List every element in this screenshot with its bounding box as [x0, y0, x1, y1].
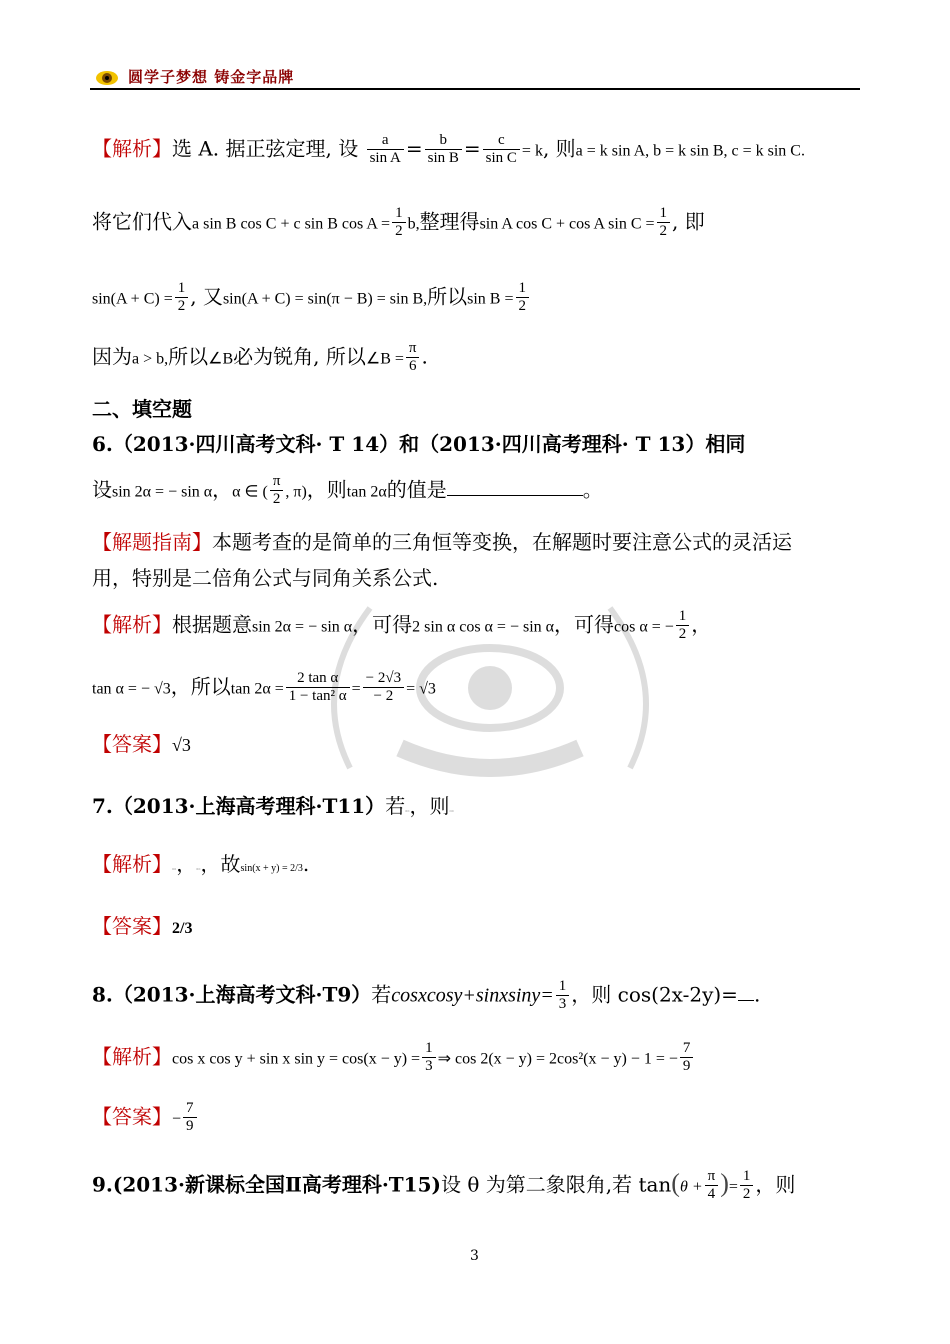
fraction: $\frac{\text{2 tan α}}{\text{1 − tan² α}}$ — [286, 670, 350, 706]
image-formula-placeholder: ▫▫ — [172, 867, 177, 873]
answer-tag: 【答案】 — [92, 732, 172, 756]
q6-title: 6.（2013·四川高考文科· T 14）和（2013·四川高考理科· T 13）相同 — [92, 432, 746, 456]
analysis-tag: 【解析】 — [92, 1044, 172, 1069]
analysis-tag: 【解析】 — [92, 136, 172, 161]
q6-answer — [92, 728, 191, 757]
q8-question: 8.（2013·上海高考文科·T9）若cosxcosy+sinxsiny= $\frac{1}{3}$ ，则 cos(2x-2y)= . — [92, 978, 761, 1013]
p5-intro: 选 A. 据正弦定理, 设 — [172, 136, 359, 161]
q6-guide-line2: 用，特别是二倍角公式与同角关系公式. — [92, 566, 439, 590]
fraction: $\frac{1}{3}$ — [422, 1040, 436, 1076]
answer-value: √3 — [172, 735, 191, 755]
analysis-tag: 【解析】 — [92, 612, 172, 637]
fraction: $\frac{b}{\text{sin B}}$ — [425, 132, 462, 168]
section-heading: 二、填空题 — [92, 397, 192, 421]
fraction: $\frac{1}{2}$ — [175, 280, 189, 316]
q8-title: 8.（2013·上海高考文科·T9） — [92, 982, 372, 1007]
q6-question: 设sin 2α = − sin α，α ∈ ( $\frac{\pi}{2}$ , π)，则tan 2α的值是 。 — [92, 473, 603, 508]
q8-analysis: 【解析】cos x cos y + sin x sin y = cos(x − y) = $\frac{1}{3}$ ⇒ cos 2(x − y) = 2cos²(x − y) − 1 = − $\frac{7}{9}$ — [92, 1040, 695, 1076]
header-slogan: 圆学子梦想 铸金字品牌 — [128, 68, 295, 86]
fraction: $\frac{- 2√3}{- 2}$ — [363, 670, 404, 706]
answer-value: 2/3 — [172, 920, 193, 937]
p5-line2: 将它们代入a sin B cos C + c sin B cos A = $\frac{1}{2}$ b,整理得sin A cos C + cos A sin C = $\frac{1}{2}$ , 即 — [92, 205, 705, 240]
q6-analysis-line1: 【解析】根据题意sin 2α = − sin α，可得2 sin α cos α = − sin α，可得cos α = − $\frac{1}{2}$ ， — [92, 608, 712, 643]
image-formula-placeholder: ▫▫ — [196, 867, 201, 873]
p5-line4: 因为a > b,所以∠B必为锐角, 所以∠B = $\frac{\pi}{6}$ . — [92, 340, 428, 375]
fraction: $\frac{1}{2}$ — [676, 608, 690, 644]
p5-line3: sin(A + C) = $\frac{1}{2}$ , 又sin(A + C) = sin(π − B) = sin B,所以sin B = $\frac{1}{2}$ — [92, 280, 531, 316]
fraction: $\frac{1}{2}$ — [740, 1168, 754, 1204]
q7-analysis: 【解析】▫▫，▫▫，故sin(x + y) = 2/3. — [92, 852, 310, 876]
p5-line1: 【解析】选 A. 据正弦定理, 设 $\frac{a}{\text{sin A}}$ = $\frac{b}{\text{sin B}}$ = $\frac{c}{\text{sin C}}$ = k, 则a = k sin A, b = k sin B, c = k sin C. — [92, 132, 805, 167]
fraction: $\frac{\pi}{6}$ — [406, 340, 420, 376]
answer-value: $\frac{7}{9}$ — [183, 1100, 197, 1136]
image-formula-placeholder: ▫▫ — [405, 809, 410, 815]
q7-answer — [92, 910, 192, 939]
logo-icon — [95, 68, 119, 86]
guide-tag: 【解题指南】 — [92, 530, 212, 554]
analysis-tag: 【解析】 — [92, 852, 172, 876]
q9-question: 9.(2013·新课标全国Ⅱ高考理科·T15)设 θ 为第二象限角,若 tan(θ + $\frac{\pi}{4}$ )= $\frac{1}{2}$ ，则 — [92, 1168, 796, 1203]
answer-blank — [738, 982, 754, 1001]
fraction: $\frac{1}{2}$ — [516, 280, 530, 316]
fraction: $\frac{7}{9}$ — [680, 1040, 694, 1076]
q6-analysis-line2: tan α = − √3，所以tan 2α = $\frac{\text{2 tan α}}{\text{1 − tan² α}}$ = $\frac{- 2√3}{- 2}$ = √3 — [92, 670, 436, 705]
image-formula-placeholder: ▫▫ — [449, 809, 454, 815]
q6-guide-line1: 【解题指南】本题考查的是简单的三角恒等变换，在解题时要注意公式的灵活运 — [92, 530, 792, 554]
page-number: 3 — [470, 1248, 479, 1264]
fraction: $\frac{c}{\text{sin C}}$ — [483, 132, 520, 168]
answer-blank — [447, 477, 583, 496]
fraction: $\frac{1}{2}$ — [392, 205, 406, 241]
fraction: $\frac{1}{3}$ — [556, 978, 570, 1014]
q7-question: 7.（2013·上海高考理科·T11）若▫▫，则▫▫ — [92, 794, 454, 818]
answer-tag: 【答案】 — [92, 914, 172, 938]
answer-tag: 【答案】 — [92, 1104, 172, 1129]
q8-answer: 【答案】− $\frac{7}{9}$ — [92, 1100, 199, 1136]
p5-formula: a = k sin A, b = k sin B, c = k sin C. — [575, 142, 805, 160]
q9-title: 9.(2013·新课标全国Ⅱ高考理科·T15) — [92, 1172, 441, 1197]
fraction: $\frac{a}{\text{sin A}}$ — [367, 132, 404, 168]
fraction: $\frac{\pi}{4}$ — [705, 1168, 719, 1204]
q7-title: 7.（2013·上海高考理科·T11） — [92, 794, 386, 818]
fraction: $\frac{1}{2}$ — [657, 205, 671, 241]
header-divider — [90, 88, 860, 90]
fraction: $\frac{\pi}{2}$ — [270, 473, 284, 509]
